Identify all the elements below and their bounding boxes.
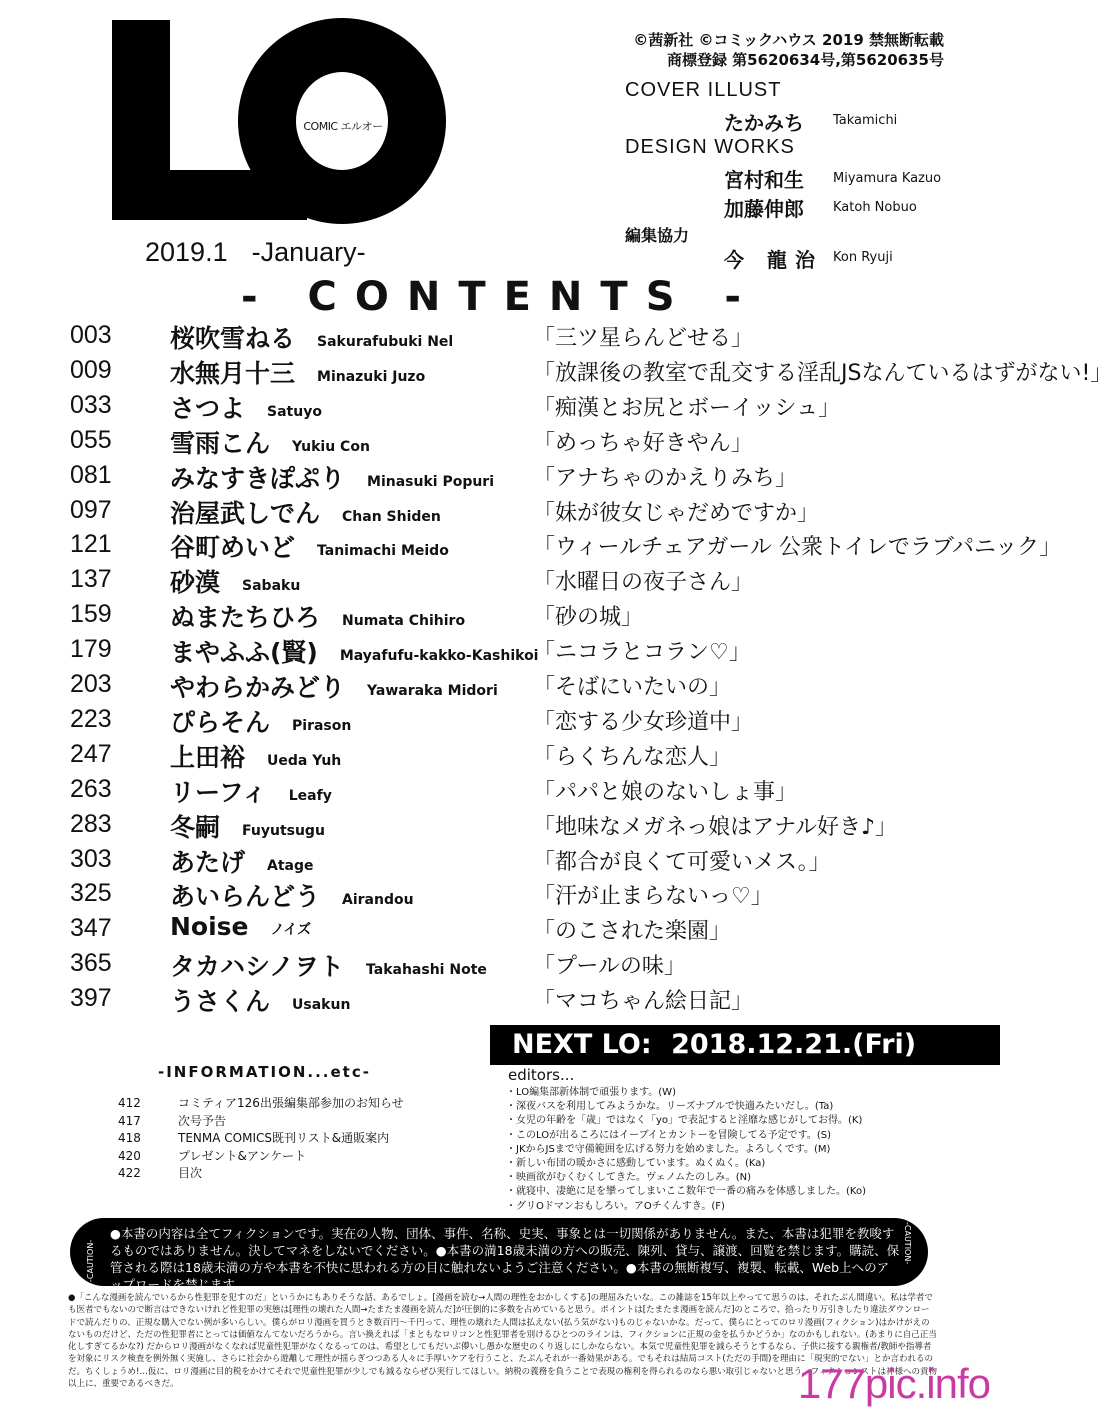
contents-author (170, 703, 351, 739)
contents-author (170, 459, 494, 495)
information-item-page: 412 (118, 1096, 141, 1110)
contents-story-title: 「放課後の教室で乱交する淫乱JSなんているはずがない!」 (533, 360, 1112, 386)
contents-author (170, 633, 538, 669)
contents-story-title: 「汗が止まらないっ♡」 (533, 884, 773, 910)
contents-author (170, 843, 314, 879)
contents-row (0, 740, 1000, 774)
contents-story-title: 「めっちゃ好きやん」 (533, 430, 753, 456)
contents-page-number: 179 (70, 635, 112, 664)
contents-author (170, 808, 325, 844)
contents-author-en: Sabaku (242, 578, 301, 595)
contents-author-jp: 雪雨こん (170, 428, 271, 458)
contents-author-en: Pirason (292, 717, 352, 734)
contents-author-en: Sakurafubuki Nel (317, 334, 454, 350)
information-item-text: 目次 (178, 1166, 203, 1180)
next-lo-date: 2018.12.21.(Fri) (671, 1029, 917, 1060)
contents-author-jp: うさくん (170, 987, 271, 1017)
contents-row (0, 635, 1000, 669)
contents-page-number: 159 (70, 600, 112, 629)
editor-comment: ・グリOドマンおもしろい。アOチくんすき。(F) (506, 1200, 725, 1212)
editor-comment: ・女児の年齢を「歳」ではなく「yo」で表記すると淫靡な感じがしてお得。(K) (506, 1115, 863, 1127)
designer-1-name-en: Miyamura Kazuo (833, 171, 942, 186)
cover-illust-label: COVER ILLUST (625, 79, 782, 101)
caution-box (70, 1218, 928, 1292)
contents-story-title: 「妹が彼女じゃだめですか」 (533, 500, 820, 526)
information-item-text: TENMA COMICS既刊リスト&通販案内 (178, 1131, 390, 1145)
contents-page-number: 347 (70, 914, 112, 943)
contents-row (0, 496, 1000, 530)
contents-story-title: 「プールの味」 (533, 954, 686, 980)
contents-author (170, 319, 453, 355)
contents-page-number: 033 (70, 390, 112, 419)
information-heading: -INFORMATION...etc- (158, 1063, 371, 1081)
contents-author (170, 494, 441, 530)
copyright-line-2: 商標登録 第5620634号,第5620635号 (666, 51, 944, 69)
contents-author-en: Leafy (288, 787, 332, 804)
contents-author-en: Ueda Yuh (267, 752, 342, 769)
contents-row (0, 705, 1000, 739)
contents-page-number: 137 (70, 565, 112, 594)
contents-author-jp: 上田裕 (170, 742, 246, 772)
edit-cooperation-name-en: Kon Ryuji (833, 250, 893, 265)
contents-story-title: 「パパと娘のないしょ事」 (533, 779, 798, 805)
contents-author-en: Yawaraka Midori (367, 683, 498, 699)
designer-1-name: 宮村和生 (724, 168, 804, 192)
designer-2-name-en: Katoh Nobuo (833, 200, 917, 215)
contents-page-number: 203 (70, 670, 112, 698)
editorial-fine-print: ●「こんな漫画を読んでいるから性犯罪を犯すのだ」というかにもありそうな話、あるでしょ。[漫画を読む→人間の理性をおかしくする]の理屈みたいな。この雑誌を15年以上やってて思うのは、それたぶん間違い。私は学者でも医者でもないので断言はできないけれど性犯罪の実態は[理性の壊れた人間→たまたま漫画を読んだ]が圧倒的に多数を占めていると思う。ポイントは[たまたま漫画を読んだ]のところで、拾ったり万引きしたり違法ダウンロードで読んだりの、正規な購入でない例が多いらしい。僕らがロリ漫画を買うとき数百円〜千円って、理性の壊れた人間は払えない(払う気がない)ものじゃないかな。だって、僕らにとってのロリ漫画(フィクション)はかけがえのないものだけど、ただの性犯罪者にとっては価値なんてないだろうから。言い換えれば「まともなロリコンと性犯罪者を別けるひとつのラインは、フィクションに正規の金を払うかどうか」なのかもしれない。(あまりに自己正当化しすぎてるかな?) だからロリ漫画がなくなれば児童性犯罪がなくなるってのは、希望としてもだいぶ儚いし愚かな歴史のくり返しにしかならない。本気で児童性犯罪を減らそうとするなら、子供に接する親権者/教師や指導者を対象にリスク検査を例外無く実施し、さらに社会から遊離して理性が揺らぎつつある人々に手厚いケアを行うこと、たぶんそれが一番効果がある。でもそれは結局コスト(ただの手間)を理由に「現実的でない」とか言われるのだ。ちくしょうめ!…仮に、ロリ漫画に目的税をかけてそれで児童性犯罪が少しでも減るならぜひ実行してほしい。納税の義務を負うことで表現の権利を得られるのなら悪い取引じゃないと思う。フィクションストは神様への貢物以上に、重要であるべきだ。 (68, 1293, 938, 1390)
contents-author (170, 773, 332, 809)
contents-story-title: 「ニコラとコラン♡」 (533, 640, 751, 666)
contents-story-title: 「そばにいたいの」 (533, 675, 732, 700)
caution-side-label-left: -CAUTION- (86, 1239, 95, 1282)
contents-author-jp: リーフィ (170, 777, 267, 807)
information-item-text: プレゼント&アンケート (178, 1148, 307, 1163)
contents-author-en: Satuyo (267, 403, 322, 420)
next-lo-label: NEXT LO: (512, 1029, 652, 1060)
contents-author-en: Atage (267, 857, 314, 874)
contents-author-en: Yukiu Con (292, 438, 370, 455)
logo-subtitle: COMIC エルオー (303, 120, 383, 133)
contents-author (170, 598, 465, 634)
contents-row (0, 600, 1000, 634)
contents-author-en: Minasuki Popuri (367, 473, 495, 490)
contents-author (170, 947, 487, 983)
contents-story-title: 「水曜日の夜子さん」 (533, 570, 754, 596)
caution-text: ●本書の内容は全てフィクションです。実在の人物、団体、事件、名称、史実、事象とは一切関係がありません。また、本書は犯罪を教唆するものではありません。決してマネをしないでください。●本書の満18歳未満の方への販売、陳列、貸与、譲渡、回覧を禁じます。購読、保管される際は18歳未満の方や本書を不快に思われる方の目に触れないようご注意ください。●本書の無断複写、複製、転載、Web上へのアップロードを禁じます。 (110, 1226, 900, 1292)
contents-author (170, 424, 370, 460)
contents-author-jp: 砂漠 (170, 568, 221, 598)
contents-story-title: 「アナちゃのかえりみち」 (533, 465, 798, 491)
contents-row (0, 879, 1000, 913)
contents-page-number: 121 (70, 530, 112, 559)
information-item-page: 418 (118, 1131, 141, 1145)
contents-author-jp: ぴらそん (170, 707, 271, 737)
contents-row (0, 949, 1000, 983)
information-item-page: 422 (118, 1166, 141, 1180)
contents-author (170, 738, 341, 774)
contents-row (0, 530, 1062, 564)
contents-row (0, 321, 1000, 355)
contents-story-title: 「マコちゃん絵日記」 (533, 989, 754, 1015)
editor-comment: ・映画欲がむくむくしてきた。ヴェノムたのしみ。(N) (506, 1172, 751, 1184)
information-item (118, 1129, 389, 1146)
designer-2-name: 加藤伸郎 (724, 197, 804, 221)
contents-author-en: Fuyutsugu (242, 822, 325, 839)
issue-month: -January- (251, 237, 366, 267)
contents-story-title: 「都合が良くて可愛いメス。」 (533, 849, 831, 875)
information-item-text: コミティア126出張編集部参加のお知らせ (178, 1096, 404, 1110)
contents-row (0, 810, 1000, 844)
information-item (118, 1147, 306, 1164)
contents-author-jp: 谷町めいど (170, 533, 296, 563)
contents-story-title: 「らくちんな恋人」 (533, 744, 732, 770)
contents-row (0, 426, 1000, 460)
contents-row (0, 845, 1000, 879)
edit-cooperation-label: 編集協力 (625, 226, 690, 245)
contents-story-title: 「ウィールチェアガール 公衆トイレでラブパニック」 (533, 535, 1062, 561)
contents-author-jp: さつよ (170, 393, 246, 423)
information-item (118, 1112, 226, 1129)
contents-author (170, 389, 322, 425)
contents-story-title: 「地味なメガネっ娘はアナル好き♪」 (533, 814, 898, 840)
contents-author (170, 668, 498, 704)
contents-author-jp: あたげ (170, 847, 246, 877)
contents-story-title: 「砂の城」 (533, 605, 644, 631)
contents-author-jp: ぬまたちひろ (170, 603, 321, 633)
contents-story-title: 「恋する少女珍道中」 (533, 709, 754, 735)
contents-author (170, 912, 311, 941)
contents-author-jp: あいらんどう (170, 882, 321, 912)
contents-page-number: 055 (70, 425, 112, 454)
contents-author-en: Tanimachi Meido (317, 543, 449, 560)
contents-author-en: Chan Shiden (342, 508, 441, 525)
issue-date: 2019.1 (145, 237, 228, 267)
contents-author-en: Mayafufu-kakko-Kashikoi (339, 648, 539, 665)
editor-comment: ・LO編集部新体制で頑張ります。(W) (506, 1087, 676, 1098)
contents-page-number: 081 (70, 460, 112, 489)
edit-cooperation-name: 今 龍治 (724, 248, 823, 272)
information-item-text: 次号予告 (178, 1113, 227, 1128)
contents-page-number: 263 (70, 774, 112, 803)
issue-date-line (145, 237, 366, 268)
contents-author-jp: 治屋武しでん (170, 498, 321, 528)
editors-heading: editors... (508, 1066, 575, 1084)
contents-row (0, 775, 1000, 809)
contents-author (170, 528, 449, 564)
contents-page-number: 397 (70, 984, 112, 1013)
information-item (118, 1094, 404, 1111)
contents-story-title: 「三ツ星らんどせる」 (533, 326, 754, 351)
contents-author (170, 354, 425, 390)
contents-page-number: 303 (70, 844, 112, 873)
design-works-label: DESIGN WORKS (625, 136, 795, 158)
contents-row (0, 461, 1000, 495)
contents-page-number: 325 (70, 879, 112, 908)
contents-page-number: 283 (70, 809, 112, 838)
caution-side-label-right: -CAUTION- (903, 1222, 912, 1265)
editor-comment: ・このLOが出るころにはイーブイとカントーを冒険してる予定です。(S) (506, 1129, 832, 1141)
contents-page-number: 365 (70, 949, 112, 978)
contents-page-number: 097 (70, 495, 112, 524)
contents-author-jp: 桜吹雪ねる (170, 324, 296, 353)
copyright-block (633, 30, 944, 70)
contents-row (0, 984, 1000, 1018)
contents-story-title: 「のこされた楽園」 (533, 919, 732, 945)
contents-row (0, 914, 1000, 948)
information-item (118, 1164, 202, 1181)
contents-row (0, 391, 1000, 425)
watermark-text: 177pic.info (797, 1360, 990, 1407)
contents-heading: - CONTENTS - (240, 274, 760, 320)
contents-author-en: Airandou (342, 892, 414, 909)
contents-author-en: Numata Chihiro (342, 613, 466, 630)
contents-row (0, 565, 1000, 599)
contents-story-title: 「痴漢とお尻とボーイッシュ」 (533, 395, 841, 421)
contents-author-jp: 水無月十三 (170, 358, 296, 388)
contents-row (0, 355, 1112, 390)
information-item-page: 417 (118, 1113, 141, 1128)
editor-comment: ・JKからJSまで守備範囲を広げる努力を始めました。よろしくです。(M) (506, 1143, 831, 1155)
contents-page-number: 223 (70, 704, 112, 733)
contents-author-jp: やわらかみどり (170, 673, 346, 702)
contents-author-jp: 冬嗣 (170, 812, 221, 842)
contents-page-number: 003 (70, 321, 112, 349)
contents-author (170, 877, 414, 913)
contents-author-en: Usakun (292, 997, 351, 1014)
contents-author-en: ノイズ (270, 922, 312, 939)
cover-illust-name: たかみち (724, 111, 804, 135)
contents-page-number: 009 (70, 355, 112, 384)
contents-author (170, 982, 350, 1018)
contents-author (170, 563, 300, 599)
contents-author-jp: みなすきぽぷり (170, 463, 346, 493)
editor-comment: ・新しい布団の暖かさに感動しています。ぬくぬく。(Ka) (506, 1158, 766, 1169)
cover-illust-name-en: Takamichi (833, 113, 898, 128)
contents-page-number: 247 (70, 739, 112, 768)
contents-author-en: Minazuki Juzo (317, 368, 426, 385)
contents-author-jp: タカハシノヲト (170, 952, 345, 982)
editor-comment: ・就寝中、凄絶に足を攣ってしまいここ数年で一番の痛みを体感しました。(Ko) (506, 1186, 866, 1198)
contents-row (0, 670, 1000, 704)
information-item-page: 420 (118, 1148, 141, 1163)
copyright-line-1: ©茜新社 ©コミックハウス 2019 禁無断転載 (633, 31, 944, 49)
contents-author-en: Takahashi Note (366, 962, 487, 979)
next-lo-banner (490, 1025, 1000, 1065)
contents-author-jp: Noise (170, 912, 249, 942)
contents-author-jp: まやふふ(賢) (170, 638, 318, 668)
editor-comment: ・深夜バスを利用してみようかな。リーズナブルで快適みたいだし。(Ta) (506, 1101, 834, 1113)
